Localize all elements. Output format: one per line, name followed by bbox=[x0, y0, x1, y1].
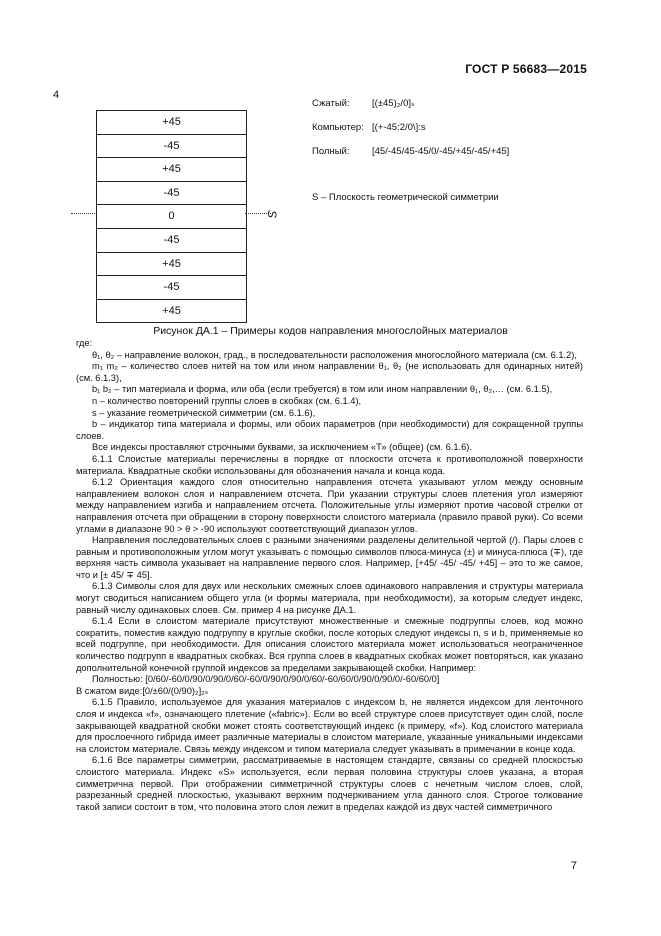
layer: +45 bbox=[97, 158, 246, 182]
layer: -45 bbox=[97, 276, 246, 300]
code-label: Полный: bbox=[312, 146, 350, 157]
layer-midplane: 0 bbox=[97, 205, 246, 229]
paragraph: 6.1.4 Если в слоистом материале присутствуют множественные и смежные подгруппы слоев, код можно сократить, поместив каждую подгруппу в круглые скобки, после которых следуют индексы n, s и b, применяемые ко всей подгруппе, при необходимости. Для описания слоистого материала может использоваться неограниченное количество подгрупп в квадратных скобках. Вся группа слоев в квадратных скобках может повторяться, как указано дополнительной конечной группой индексов за пределами закрывающей скобки. Например: bbox=[76, 616, 583, 673]
paragraph: m₁ m₂ – количество слоев нитей на том или ином направлении θ₁, θ₂ (не использовать для одинарных нитей) (см. 6.1.3), bbox=[76, 361, 583, 383]
page-number: 7 bbox=[570, 860, 577, 872]
layer: +45 bbox=[97, 111, 246, 135]
paragraph: θ₁, θ₂ – направление волокон, град., в последовательности расположения многослойного материала (см. 6.1.2), bbox=[92, 349, 577, 360]
code-list bbox=[312, 98, 509, 170]
body-text bbox=[76, 338, 583, 813]
layer: +45 bbox=[97, 300, 246, 324]
code-label: Компьютер: bbox=[312, 122, 364, 133]
code-value: [45/-45/45-45/0/-45/+45/-45/+45] bbox=[372, 146, 510, 157]
layer: -45 bbox=[97, 182, 246, 206]
code-value: [(±45)₂/0]ₛ bbox=[372, 98, 415, 109]
code-row bbox=[312, 98, 509, 122]
code-value: [(+-45:2/0\]:s bbox=[372, 122, 426, 133]
paragraph: n – количество повторений группы слоев в скобках (см. 6.1.4), bbox=[92, 395, 362, 406]
layer: -45 bbox=[97, 229, 246, 253]
paragraph: Направления последовательных слоев с разными значениями разделены делительной чертой (/). Пары слоев с равным и противоположным углом могут указывать с помощью символов плюса-минуса (±) и минуса-плюса (∓), где верхняя часть символа указывает на направление первого слоя. Например, [+45/ -45/ -45/ +45] – это то же самое, что и [± 45/ ∓ 45]. bbox=[76, 535, 583, 580]
paragraph: где: bbox=[76, 338, 93, 348]
standard-header: ГОСТ Р 56683—2015 bbox=[465, 62, 587, 76]
layer: -45 bbox=[97, 135, 246, 159]
figure-caption: Рисунок ДА.1 – Примеры кодов направления многослойных материалов bbox=[153, 325, 508, 337]
paragraph: Все индексы проставляют строчными буквами, за исключением «Т» (общее) (см. 6.1.6). bbox=[92, 442, 472, 453]
paragraph: b₁ b₂ – тип материала и форма, или оба (если требуется) в том или ином направлении θ₁, θ₂,… (см. 6.1.5), bbox=[92, 384, 553, 395]
paragraph: 6.1.6 Все параметры симметрии, рассматриваемые в настоящем стандарте, связаны со средней плоскостью слоистого материала. Индекс «S» используется, если первая половина структуры слоев указана, а вторая симметрична первой. При отображении симметричной структуры слоев с нечетным числом слоев, слой, разрезанный средней плоскостью, указывают верхним подчеркиванием угла данного слоя. Строгое толкование такой записи состоит в том, что половина этого слоя лежит в пределах каждой из двух частей симметричного bbox=[76, 755, 583, 812]
paragraph: s – указание геометрической симметрии (см. 6.1.6), bbox=[92, 407, 316, 418]
code-label: Сжатый: bbox=[312, 98, 350, 109]
symmetry-plane-left bbox=[71, 213, 97, 214]
laminate-stack bbox=[96, 110, 247, 323]
paragraph: b – индикатор типа материала и формы, или обоих параметров (при необходимости) для сокращенной группы слоев. bbox=[76, 419, 583, 441]
code-row bbox=[312, 122, 509, 146]
paragraph: В сжатом виде:[0/±60/(0/90)₂]₂ₛ bbox=[76, 685, 209, 696]
symmetry-symbol: S bbox=[265, 209, 280, 219]
paragraph: Полностью: [0/60/-60/0/90/0/90/0/60/-60/0/90/0/90/0/60/-60/60/0/90/0/90/0/-60/60/0] bbox=[92, 674, 440, 685]
paragraph: 6.1.3 Символы слоя для двух или нескольких смежных слоев одинакового направления и структуры материала могут сводиться написанием общего угла (и формы материала, при необходимости), за которым следует индекс, равный числу одинаковых слоев. См. пример 4 на рисунке ДА.1. bbox=[76, 581, 583, 615]
paragraph: 6.1.5 Правило, используемое для указания материалов с индексом b, не является индексом для ленточного слоя и индекса «f», означающего плетение («fabric»). Если во всей структуре слоев присутствует один слой, после закрывающей квадратной скобки может стоять соответствующий индекс (к примеру, «f»). Код слоистого материала для прослоечного гибрида имеет различные материалы в слоистом материале, указанные уникальными индексами на слоистом материале. Связь между индексом и типом материала следует указывать в примечании в конце кода. bbox=[76, 697, 583, 754]
figure-example-number: 4 bbox=[53, 89, 60, 101]
layer: +45 bbox=[97, 253, 246, 277]
paragraph: 6.1.1 Слоистые материалы перечислены в порядке от плоскости отсчета к противоположной поверхности материала. Квадратные скобки использованы для обозначения начала и конца кода. bbox=[76, 453, 583, 476]
symmetry-note: S – Плоскость геометрической симметрии bbox=[312, 192, 499, 203]
paragraph: 6.1.2 Ориентация каждого слоя относительно направления отсчета указывают углом между основным направлением волокон слоя и направлением отсчета. При указании структуры слоев плетения угол измеряют между направлением изгиба и направлением отсчета. Положительные углы измеряют против часовой стрелки от направления отсчета при обращении в сторону поверхности слоистого материала (правило правой руки). Со всеми углами в диапазоне 90 > θ > -90 используют соответствующий диапазон углов. bbox=[76, 477, 583, 534]
code-row bbox=[312, 146, 509, 170]
